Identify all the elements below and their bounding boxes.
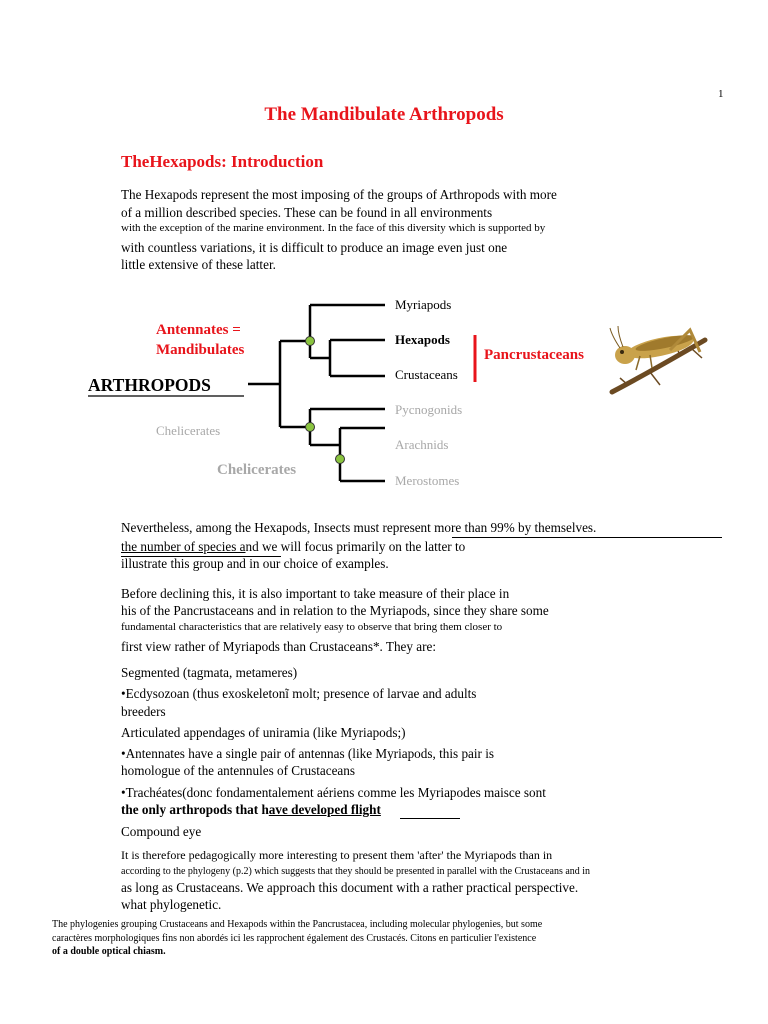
- page-number: 1: [718, 88, 724, 100]
- footnote-line-3: of a double optical chiasm.: [52, 946, 166, 957]
- trait-segmented: Segmented (tagmata, metameres): [121, 665, 298, 680]
- trait-ecdysozoan-cont: breeders: [121, 704, 166, 719]
- intro-line-4: with countless variations, it is difficult to produce an image even just one: [121, 240, 508, 255]
- para2-line-1: Nevertheless, among the Hexapods, Insects must represent more than 99% by themselves.: [121, 520, 597, 535]
- section-title: TheHexapods: Introduction: [121, 152, 324, 171]
- footnote-line-1: The phylogenies grouping Crustaceans and Hexapods within the Pancrustacea, including molecular phylogenies, but some: [52, 919, 543, 930]
- page-title: The Mandibulate Arthropods: [264, 104, 504, 125]
- arthropods-label: ARTHROPODS: [88, 375, 211, 395]
- mandibulates-label: Mandibulates: [156, 342, 245, 358]
- para3-line-1: Before declining this, it is also important to take measure of their place in: [121, 586, 510, 601]
- intro-line-2: of a million described species. These can be found in all environments: [121, 205, 493, 220]
- taxon-hexapods: Hexapods: [395, 332, 450, 347]
- intro-line-5: little extensive of these latter.: [121, 257, 276, 272]
- taxon-pycnogonids: Pycnogonids: [395, 402, 463, 417]
- para2-line-3: illustrate this group and in our choice of examples.: [121, 556, 389, 571]
- antennates-label: Antennates =: [156, 322, 241, 338]
- pancrustaceans-label: Pancrustaceans: [484, 347, 584, 363]
- para3-line-4: first view rather of Myriapods than Crustaceans*. They are:: [121, 639, 437, 654]
- trait-tracheates: •Trachéates(donc fondamentalement aériens comme les Myriapodes maisce sont: [121, 785, 546, 800]
- para4-line-1: It is therefore pedagogically more interesting to present them 'after' the Myriapods than in: [121, 848, 553, 862]
- para4-line-3: as long as Crustaceans. We approach this document with a rather practical perspective.: [121, 880, 579, 895]
- intro-line-1: The Hexapods represent the most imposing of the groups of Arthropods with more: [121, 187, 557, 202]
- footnote-line-2: caractères morphologiques fins non abordés ici les rapprochent également des Crustacés. Citons en particulier l'existence: [52, 933, 537, 944]
- taxon-myriapods: Myriapods: [395, 297, 452, 312]
- underline-rule: [452, 537, 722, 538]
- para4-line-2: according to the phylogeny (p.2) which suggests that they should be presented in parallel with the Crustaceans and in: [121, 866, 591, 877]
- underline-rule: [400, 818, 460, 819]
- chelicerates-grey-label: Chelicerates: [156, 423, 221, 438]
- trait-ecdysozoan: •Ecdysozoan (thus exoskeletonĩ molt; presence of larvae and adults: [121, 686, 477, 701]
- trait-flight: the only arthropods that have developed flight: [121, 802, 381, 817]
- para2-line-2: the number of species and we will focus primarily on the latter to: [121, 539, 466, 554]
- taxon-merostomes: Merostomes: [395, 473, 460, 488]
- trait-appendages: Articulated appendages of uniramia (like Myriapods;): [121, 725, 406, 740]
- para3-line-3: fundamental characteristics that are relatively easy to observe that bring them closer to: [121, 621, 503, 633]
- taxon-crustaceans: Crustaceans: [395, 367, 458, 382]
- trait-antennates: •Antennates have a single pair of antennas (like Myriapods, this pair is: [121, 746, 495, 761]
- para4-line-4: what phylogenetic.: [121, 897, 222, 912]
- chelicerates-bold-label: Chelicerates: [217, 462, 297, 478]
- trait-antennates-cont: homologue of the antennules of Crustaceans: [121, 763, 356, 778]
- trait-compound-eye: Compound eye: [121, 824, 202, 839]
- taxon-arachnids: Arachnids: [395, 437, 449, 452]
- intro-line-3: with the exception of the marine environment. In the face of this diversity which is supported by: [121, 222, 546, 234]
- para3-line-2: his of the Pancrustaceans and in relation to the Myriapods, since they share some: [121, 603, 549, 618]
